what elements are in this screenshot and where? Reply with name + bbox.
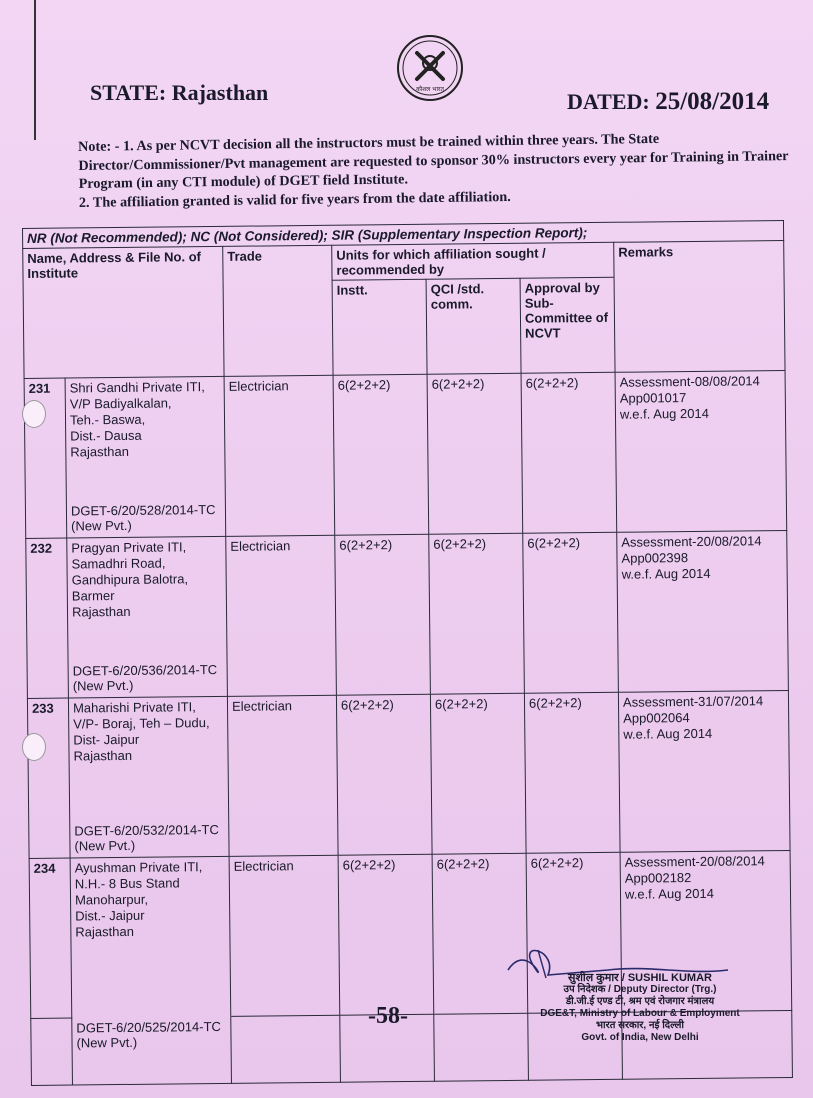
- header-row: [23, 241, 784, 284]
- qci-cell: 6(2+2+2): [430, 693, 526, 854]
- institute-address: Pragyan Private ITI, Samadhri Road, Gandhipura Balotra, Barmer Rajasthan: [71, 539, 189, 620]
- qci-cell: 6(2+2+2): [429, 533, 525, 694]
- header-instt: Instt.: [332, 279, 427, 375]
- signatory-designation: उप निदेशक / Deputy Director (Trg.): [563, 984, 717, 995]
- note-line-1: Note: - 1. As per NCVT decision all the instructors must be trained within three years. The State Director/Commissioner/Pvt management are requested to sponsor 30% instructors every year for Training in Trainer Program (in any CTI module) of DGET field Institute.: [78, 130, 789, 192]
- dated-label: DATED:: [567, 89, 650, 114]
- signatory-dept-english: DGE&T, Ministry of Labour & Employment: [540, 1008, 740, 1019]
- row-number: 232: [26, 538, 69, 698]
- punch-hole: [22, 400, 46, 428]
- institute-cell: [70, 856, 231, 1018]
- qci-cell: 6(2+2+2): [432, 853, 528, 1014]
- row-number: 231: [24, 378, 67, 538]
- table-row: [24, 371, 787, 539]
- signatory-govt-english: Govt. of India, New Delhi: [581, 1032, 699, 1043]
- remark-app: App002064: [623, 710, 690, 726]
- remark-wef: w.e.f. Aug 2014: [623, 725, 713, 742]
- header-approval: Approval by Sub-Committee of NCVT: [520, 277, 615, 373]
- signatory-dept-hindi: डी.जी.ई एण्ड टी, श्रम एवं रोजगार मंत्रालय: [565, 996, 715, 1007]
- table-row: [26, 531, 789, 699]
- instt-cell: 6(2+2+2): [338, 854, 434, 1015]
- header-units: Units for which affiliation sought / recommended by: [332, 242, 614, 280]
- signature-stamp: [510, 972, 770, 1044]
- institute-address: Ayushman Private ITI, N.H.- 8 Bus Stand Manoharpur, Dist.- Jaipur Rajasthan: [74, 859, 203, 940]
- file-number: DGET-6/20/532/2014-TC (New Pvt.): [74, 821, 219, 854]
- institute-cell: [67, 536, 228, 698]
- institute-address: Shri Gandhi Private ITI, V/P Badiyalkalan, Teh.- Baswa, Dist.- Dausa Rajasthan: [69, 379, 205, 460]
- remark-assessment: Assessment-20/08/2014: [624, 853, 765, 870]
- punch-hole: [22, 733, 46, 761]
- file-number: DGET-6/20/536/2014-TC (New Pvt.): [72, 661, 218, 694]
- file-number: DGET-6/20/525/2014-TC (New Pvt.): [72, 1016, 232, 1085]
- signatory-govt-hindi: भारत सरकार, नई दिल्ली: [596, 1020, 684, 1031]
- approval-cell: 6(2+2+2): [524, 692, 620, 853]
- remark-assessment: Assessment-20/08/2014: [621, 533, 762, 550]
- emblem-icon: [395, 33, 465, 103]
- approval-cell: 6(2+2+2): [526, 852, 622, 1013]
- remark-wef: w.e.f. Aug 2014: [621, 565, 711, 582]
- dated-heading: [567, 88, 769, 116]
- remark-app: App001017: [619, 390, 687, 406]
- header-remarks: Remarks: [614, 241, 785, 373]
- row-number: 234: [29, 858, 72, 1018]
- state-label: STATE:: [90, 80, 167, 105]
- approval-cell: 6(2+2+2): [521, 372, 617, 533]
- dated-value: 25/08/2014: [655, 88, 770, 115]
- instt-cell: 6(2+2+2): [333, 374, 429, 535]
- header-qci: QCI /std. comm.: [426, 278, 521, 374]
- institute-address: Maharishi Private ITI, V/P- Boraj, Teh – Dudu, Dist- Jaipur Rajasthan: [72, 699, 210, 764]
- note-block: [78, 128, 791, 212]
- state-value: Rajasthan: [171, 80, 269, 105]
- instt-cell: 6(2+2+2): [336, 694, 432, 855]
- file-number: DGET-6/20/528/2014-TC (New Pvt.): [70, 501, 216, 534]
- approval-cell: 6(2+2+2): [523, 532, 619, 693]
- row-number: 233: [27, 698, 70, 858]
- margin-line: [34, 0, 36, 140]
- remark-wef: w.e.f. Aug 2014: [619, 405, 709, 422]
- table-row: [27, 690, 790, 858]
- state-heading: [90, 80, 268, 106]
- note-line-2: 2. The affiliation granted is valid for five years from the date affiliation.: [78, 188, 511, 211]
- remark-wef: w.e.f. Aug 2014: [624, 885, 714, 902]
- legend-text: NR (Not Recommended); NC (Not Considered); SIR (Supplementary Inspection Report);: [23, 221, 784, 249]
- remark-assessment: Assessment-31/07/2014: [622, 693, 764, 710]
- trade-cell: Electrician: [224, 375, 335, 536]
- header-name: Name, Address & File No. of Institute: [23, 246, 224, 378]
- trade-cell: Electrician: [227, 695, 338, 856]
- remark-app: App002398: [621, 550, 689, 566]
- header-trade: Trade: [223, 245, 333, 376]
- emblem-text: कौशल भारत: [416, 86, 444, 93]
- trade-cell: Electrician: [229, 855, 340, 1016]
- trade-cell: Electrician: [226, 535, 337, 696]
- page-number: -58-: [368, 1003, 408, 1029]
- remarks-cell: [617, 531, 789, 693]
- signatory-name: सुशील कुमार / SUSHIL KUMAR: [568, 972, 712, 984]
- institute-cell: [68, 696, 229, 858]
- qci-cell: 6(2+2+2): [427, 373, 523, 534]
- remark-assessment: Assessment-08/08/2014: [619, 373, 760, 390]
- institute-cell: [65, 376, 226, 538]
- remarks-cell: [618, 690, 790, 852]
- remark-app: App002182: [624, 870, 692, 886]
- remarks-cell: [615, 371, 787, 533]
- instt-cell: 6(2+2+2): [335, 534, 431, 695]
